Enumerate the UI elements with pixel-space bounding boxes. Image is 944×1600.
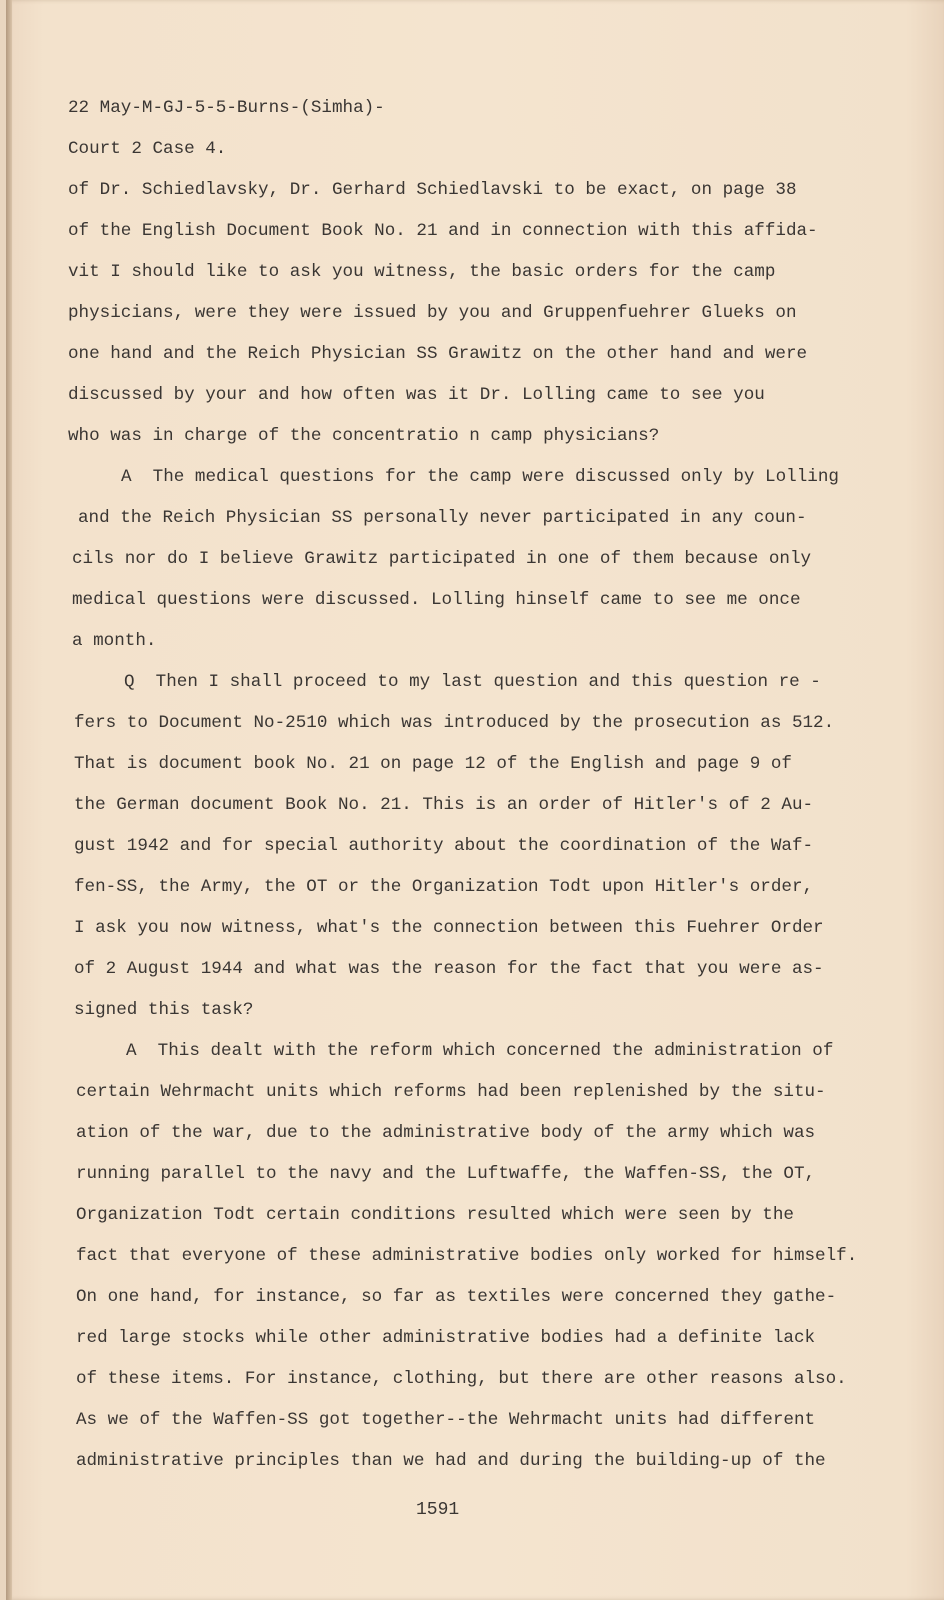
body-line: That is document book No. 21 on page 12 of the English and page 9 of [74,754,792,774]
body-line: who was in charge of the concentratio n camp physicians? [68,426,660,446]
body-line: administrative principles than we had and during the building-up of the [76,1451,826,1471]
body-line: vit I should like to ask you witness, the basic orders for the camp [68,262,776,282]
body-line: gust 1942 and for special authority about the coordination of the Waf- [74,836,814,856]
body-line: the German document Book No. 21. This is an order of Hitler's of 2 Au- [74,795,814,815]
body-line: As we of the Waffen-SS got together--the Wehrmacht units had different [76,1410,816,1430]
body-line: signed this task? [74,1000,254,1020]
document-page [6,0,944,1600]
answer-paragraph-start: A This dealt with the reform which concerned the administration of [126,1041,834,1061]
body-line: red large stocks while other administrative bodies had a definite lack [76,1328,816,1348]
body-line: I ask you now witness, what's the connection between this Fuehrer Order [74,918,824,938]
body-line: of 2 August 1944 and what was the reason for the fact that you were as- [74,959,824,979]
body-line: a month. [72,631,157,651]
body-line: of the English Document Book No. 21 and in connection with this affida- [68,221,818,241]
page-binding-edge [6,0,12,1600]
body-line: fers to Document No-2510 which was introduced by the prosecution as 512. [74,713,835,733]
body-line: one hand and the Reich Physician SS Grawitz on the other hand and were [68,344,808,364]
page-number: 1591 [416,1500,460,1520]
body-line: physicians, were they were issued by you and Gruppenfuehrer Glueks on [68,303,797,323]
body-line: of these items. For instance, clothing, but there are other reasons also. [76,1369,847,1389]
body-line: cils nor do I believe Grawitz participated in one of them because only [72,549,812,569]
body-line: discussed by your and how often was it Dr. Lolling came to see you [68,385,765,405]
body-line: certain Wehrmacht units which reforms had been replenished by the situ- [76,1082,826,1102]
question-paragraph-start: Q Then I shall proceed to my last question and this question re - [124,672,821,692]
answer-paragraph-start: A The medical questions for the camp were discussed only by Lolling [121,467,839,487]
body-line: On one hand, for instance, so far as textiles were concerned they gathe- [76,1287,837,1307]
body-line: of Dr. Schiedlavsky, Dr. Gerhard Schiedlavski to be exact, on page 38 [68,180,797,200]
body-line: ation of the war, due to the administrative body of the army which was [76,1123,816,1143]
body-line: Organization Todt certain conditions resulted which were seen by the [76,1205,794,1225]
body-line: fen-SS, the Army, the OT or the Organization Todt upon Hitler's order, [74,877,814,897]
body-line: running parallel to the navy and the Luftwaffe, the Waffen-SS, the OT, [76,1164,816,1184]
body-line: medical questions were discussed. Lolling hinself came to see me once [72,590,801,610]
header-court-case: Court 2 Case 4. [68,139,227,159]
body-line: and the Reich Physician SS personally never participated in any coun- [78,508,807,528]
body-line: fact that everyone of these administrative bodies only worked for himself. [76,1246,858,1266]
header-case-reference: 22 May-M-GJ-5-5-Burns-(Simha)- [68,98,385,118]
